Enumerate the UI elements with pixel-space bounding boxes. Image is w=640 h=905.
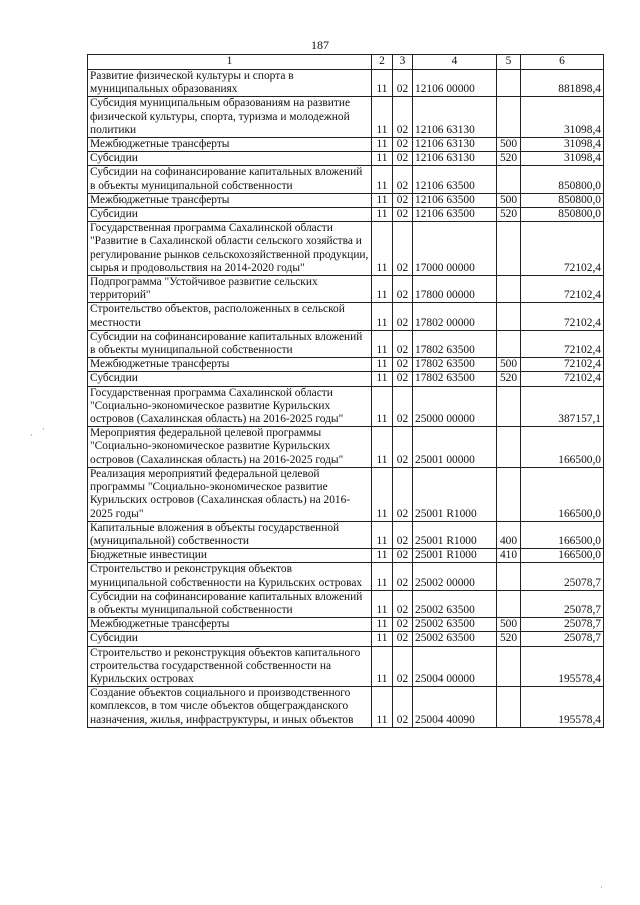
expense-type-cell xyxy=(497,330,521,357)
section-code-cell: 11 xyxy=(372,70,393,97)
row-name-cell: Бюджетные инвестиции xyxy=(88,549,372,563)
expense-type-cell: 500 xyxy=(497,193,521,207)
target-article-cell: 25002 63500 xyxy=(413,632,497,646)
amount-cell: 850800,0 xyxy=(521,208,604,222)
target-article-cell: 17000 00000 xyxy=(413,222,497,276)
table-row xyxy=(88,276,604,303)
section-code-cell: 11 xyxy=(372,632,393,646)
table-row xyxy=(88,97,604,138)
expense-type-cell xyxy=(497,590,521,617)
expense-type-cell: 500 xyxy=(497,618,521,632)
amount-cell: 31098,4 xyxy=(521,97,604,138)
row-name-cell: Капитальные вложения в объекты государственной (муниципальной) собственности xyxy=(88,521,372,548)
amount-cell: 25078,7 xyxy=(521,590,604,617)
table-row xyxy=(88,646,604,687)
column-header: 3 xyxy=(393,55,413,70)
subsection-code-cell: 02 xyxy=(393,276,413,303)
table-row xyxy=(88,70,604,97)
amount-cell: 881898,4 xyxy=(521,70,604,97)
column-header: 1 xyxy=(88,55,372,70)
row-name-cell: Субсидии на софинансирование капитальных вложений в объекты муниципальной собственности xyxy=(88,330,372,357)
table-row xyxy=(88,687,604,728)
column-header: 4 xyxy=(413,55,497,70)
target-article-cell: 25002 00000 xyxy=(413,563,497,590)
expense-type-cell xyxy=(497,303,521,330)
subsection-code-cell: 02 xyxy=(393,549,413,563)
expense-type-cell xyxy=(497,646,521,687)
section-code-cell: 11 xyxy=(372,152,393,166)
row-name-cell: Строительство и реконструкция объектов капитального строительства государственной собственности на Курильских островах xyxy=(88,646,372,687)
column-header: 5 xyxy=(497,55,521,70)
budget-table xyxy=(87,54,604,728)
table-row xyxy=(88,590,604,617)
section-code-cell: 11 xyxy=(372,590,393,617)
amount-cell: 166500,0 xyxy=(521,467,604,521)
subsection-code-cell: 02 xyxy=(393,358,413,372)
expense-type-cell: 500 xyxy=(497,358,521,372)
expense-type-cell xyxy=(497,427,521,468)
expense-type-cell: 400 xyxy=(497,521,521,548)
expense-type-cell xyxy=(497,222,521,276)
scan-speck: · xyxy=(42,424,45,434)
table-row xyxy=(88,152,604,166)
amount-cell: 72102,4 xyxy=(521,372,604,386)
table-header-row xyxy=(88,55,604,70)
section-code-cell: 11 xyxy=(372,386,393,427)
table-row xyxy=(88,386,604,427)
amount-cell: 25078,7 xyxy=(521,618,604,632)
target-article-cell: 12106 63130 xyxy=(413,97,497,138)
subsection-code-cell: 02 xyxy=(393,166,413,193)
expense-type-cell: 520 xyxy=(497,152,521,166)
table-row xyxy=(88,521,604,548)
target-article-cell: 25004 40090 xyxy=(413,687,497,728)
subsection-code-cell: 02 xyxy=(393,646,413,687)
subsection-code-cell: 02 xyxy=(393,521,413,548)
expense-type-cell xyxy=(497,467,521,521)
section-code-cell: 11 xyxy=(372,138,393,152)
expense-type-cell: 520 xyxy=(497,372,521,386)
subsection-code-cell: 02 xyxy=(393,467,413,521)
row-name-cell: Межбюджетные трансферты xyxy=(88,358,372,372)
target-article-cell: 12106 63130 xyxy=(413,152,497,166)
section-code-cell: 11 xyxy=(372,276,393,303)
target-article-cell: 17802 63500 xyxy=(413,330,497,357)
table-row xyxy=(88,549,604,563)
row-name-cell: Межбюджетные трансферты xyxy=(88,193,372,207)
subsection-code-cell: 02 xyxy=(393,70,413,97)
expense-type-cell xyxy=(497,386,521,427)
target-article-cell: 12106 63500 xyxy=(413,208,497,222)
subsection-code-cell: 02 xyxy=(393,208,413,222)
target-article-cell: 25004 00000 xyxy=(413,646,497,687)
row-name-cell: Развитие физической культуры и спорта в муниципальных образованиях xyxy=(88,70,372,97)
subsection-code-cell: 02 xyxy=(393,372,413,386)
section-code-cell: 11 xyxy=(372,646,393,687)
expense-type-cell: 520 xyxy=(497,208,521,222)
table-row xyxy=(88,427,604,468)
expense-type-cell xyxy=(497,166,521,193)
target-article-cell: 17802 63500 xyxy=(413,372,497,386)
amount-cell: 25078,7 xyxy=(521,632,604,646)
subsection-code-cell: 02 xyxy=(393,97,413,138)
table-row xyxy=(88,208,604,222)
section-code-cell: 11 xyxy=(372,97,393,138)
row-name-cell: Мероприятия федеральной целевой программы "Социально-экономическое развитие Курильских островов (Сахалинская область) на 2016-2025 годы" xyxy=(88,427,372,468)
row-name-cell: Субсидии на софинансирование капитальных вложений в объекты муниципальной собственности xyxy=(88,166,372,193)
amount-cell: 166500,0 xyxy=(521,521,604,548)
table-row xyxy=(88,193,604,207)
section-code-cell: 11 xyxy=(372,303,393,330)
table-row xyxy=(88,358,604,372)
target-article-cell: 25001 R1000 xyxy=(413,549,497,563)
table-row xyxy=(88,372,604,386)
target-article-cell: 25001 R1000 xyxy=(413,521,497,548)
amount-cell: 72102,4 xyxy=(521,330,604,357)
subsection-code-cell: 02 xyxy=(393,687,413,728)
scan-speck: · xyxy=(30,430,33,440)
amount-cell: 72102,4 xyxy=(521,222,604,276)
section-code-cell: 11 xyxy=(372,618,393,632)
target-article-cell: 25001 00000 xyxy=(413,427,497,468)
table-row xyxy=(88,138,604,152)
target-article-cell: 12106 00000 xyxy=(413,70,497,97)
section-code-cell: 11 xyxy=(372,166,393,193)
row-name-cell: Межбюджетные трансферты xyxy=(88,618,372,632)
expense-type-cell xyxy=(497,276,521,303)
section-code-cell: 11 xyxy=(372,372,393,386)
row-name-cell: Подпрограмма "Устойчивое развитие сельских территорий" xyxy=(88,276,372,303)
table-row xyxy=(88,166,604,193)
expense-type-cell: 520 xyxy=(497,632,521,646)
table-row xyxy=(88,618,604,632)
section-code-cell: 11 xyxy=(372,427,393,468)
subsection-code-cell: 02 xyxy=(393,222,413,276)
expense-type-cell xyxy=(497,563,521,590)
expense-type-cell xyxy=(497,687,521,728)
row-name-cell: Межбюджетные трансферты xyxy=(88,138,372,152)
section-code-cell: 11 xyxy=(372,521,393,548)
table-row xyxy=(88,303,604,330)
page-number: 187 xyxy=(311,38,329,52)
subsection-code-cell: 02 xyxy=(393,563,413,590)
row-name-cell: Субсидии xyxy=(88,208,372,222)
row-name-cell: Создание объектов социального и производственного комплексов, в том числе объектов общегражданского назначения, жилья, инфраструктуры, и иных объектов xyxy=(88,687,372,728)
row-name-cell: Субсидии xyxy=(88,632,372,646)
subsection-code-cell: 02 xyxy=(393,386,413,427)
section-code-cell: 11 xyxy=(372,208,393,222)
row-name-cell: Государственная программа Сахалинской области "Развитие в Сахалинской области сельского хозяйства и регулирование рынков сельскохозяйственной продукции, сырья и продовольствия на 2014-2020 годы" xyxy=(88,222,372,276)
expense-type-cell xyxy=(497,97,521,138)
target-article-cell: 25001 R1000 xyxy=(413,467,497,521)
section-code-cell: 11 xyxy=(372,358,393,372)
section-code-cell: 11 xyxy=(372,330,393,357)
amount-cell: 25078,7 xyxy=(521,563,604,590)
table-row xyxy=(88,222,604,276)
amount-cell: 195578,4 xyxy=(521,687,604,728)
subsection-code-cell: 02 xyxy=(393,427,413,468)
table-row xyxy=(88,563,604,590)
target-article-cell: 17800 00000 xyxy=(413,276,497,303)
row-name-cell: Субсидия муниципальным образованиям на развитие физической культуры, спорта, туризма и молодежной политики xyxy=(88,97,372,138)
amount-cell: 850800,0 xyxy=(521,166,604,193)
target-article-cell: 25002 63500 xyxy=(413,590,497,617)
expense-type-cell: 500 xyxy=(497,138,521,152)
amount-cell: 166500,0 xyxy=(521,549,604,563)
target-article-cell: 12106 63130 xyxy=(413,138,497,152)
subsection-code-cell: 02 xyxy=(393,590,413,617)
expense-type-cell: 410 xyxy=(497,549,521,563)
row-name-cell: Реализация мероприятий федеральной целевой программы "Социально-экономическое развитие Курильских островов (Сахалинская область) на 2016-2025 годы" xyxy=(88,467,372,521)
row-name-cell: Субсидии xyxy=(88,152,372,166)
target-article-cell: 17802 00000 xyxy=(413,303,497,330)
table-row xyxy=(88,467,604,521)
amount-cell: 195578,4 xyxy=(521,646,604,687)
amount-cell: 31098,4 xyxy=(521,152,604,166)
column-header: 2 xyxy=(372,55,393,70)
row-name-cell: Строительство и реконструкция объектов муниципальной собственности на Курильских островах xyxy=(88,563,372,590)
scan-speck: · xyxy=(600,882,603,892)
subsection-code-cell: 02 xyxy=(393,330,413,357)
subsection-code-cell: 02 xyxy=(393,303,413,330)
amount-cell: 387157,1 xyxy=(521,386,604,427)
amount-cell: 72102,4 xyxy=(521,358,604,372)
subsection-code-cell: 02 xyxy=(393,152,413,166)
amount-cell: 166500,0 xyxy=(521,427,604,468)
target-article-cell: 12106 63500 xyxy=(413,166,497,193)
subsection-code-cell: 02 xyxy=(393,632,413,646)
column-header: 6 xyxy=(521,55,604,70)
target-article-cell: 17802 63500 xyxy=(413,358,497,372)
section-code-cell: 11 xyxy=(372,549,393,563)
section-code-cell: 11 xyxy=(372,193,393,207)
row-name-cell: Строительство объектов, расположенных в сельской местности xyxy=(88,303,372,330)
section-code-cell: 11 xyxy=(372,222,393,276)
subsection-code-cell: 02 xyxy=(393,618,413,632)
section-code-cell: 11 xyxy=(372,467,393,521)
row-name-cell: Субсидии xyxy=(88,372,372,386)
subsection-code-cell: 02 xyxy=(393,138,413,152)
table-row xyxy=(88,330,604,357)
row-name-cell: Государственная программа Сахалинской области "Социально-экономическое развитие Курильских островов (Сахалинская область) на 2016-2025 годы" xyxy=(88,386,372,427)
amount-cell: 72102,4 xyxy=(521,276,604,303)
row-name-cell: Субсидии на софинансирование капитальных вложений в объекты муниципальной собственности xyxy=(88,590,372,617)
table-row xyxy=(88,632,604,646)
expense-type-cell xyxy=(497,70,521,97)
target-article-cell: 12106 63500 xyxy=(413,193,497,207)
amount-cell: 31098,4 xyxy=(521,138,604,152)
amount-cell: 850800,0 xyxy=(521,193,604,207)
section-code-cell: 11 xyxy=(372,563,393,590)
section-code-cell: 11 xyxy=(372,687,393,728)
subsection-code-cell: 02 xyxy=(393,193,413,207)
target-article-cell: 25002 63500 xyxy=(413,618,497,632)
amount-cell: 72102,4 xyxy=(521,303,604,330)
target-article-cell: 25000 00000 xyxy=(413,386,497,427)
